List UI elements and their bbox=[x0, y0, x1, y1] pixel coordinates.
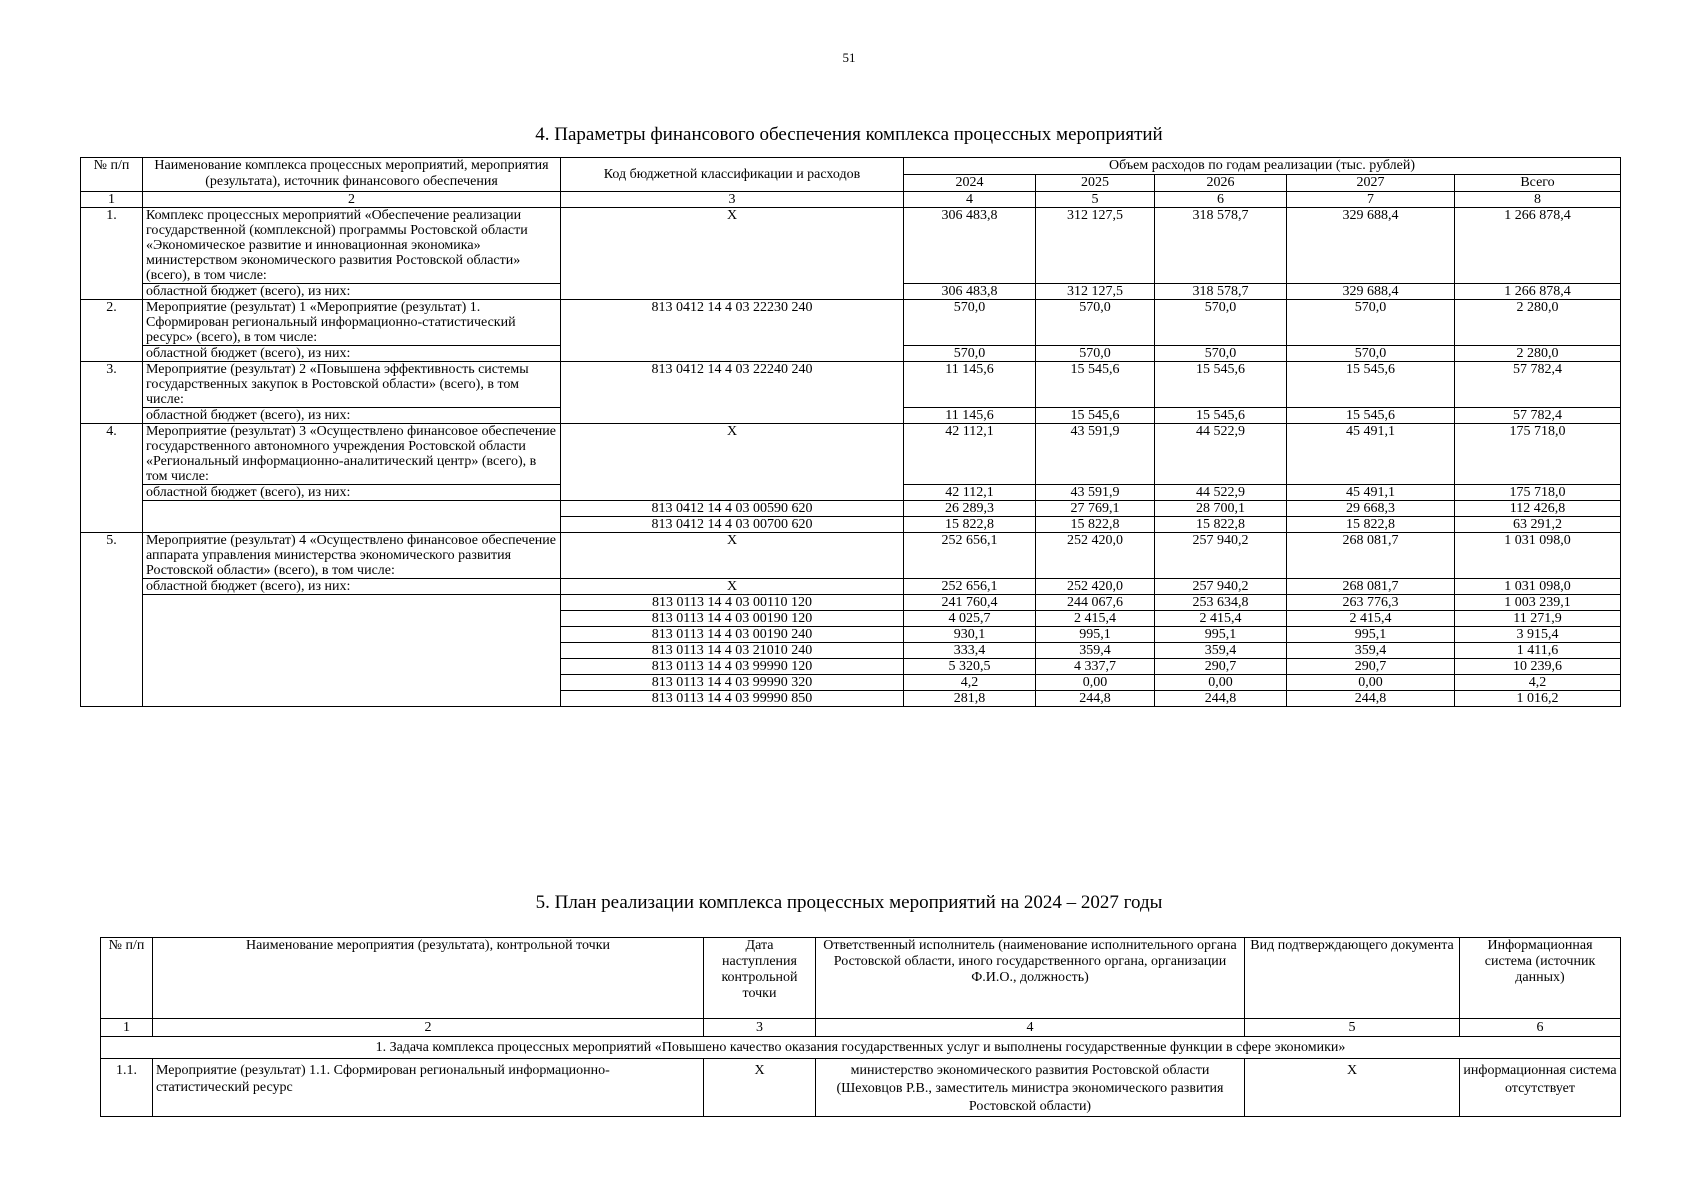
value-cell: 570,0 bbox=[1287, 300, 1455, 346]
row-sub-name: областной бюджет (всего), из них: bbox=[143, 346, 561, 362]
value-cell: 15 822,8 bbox=[904, 517, 1036, 533]
value-cell: 11 271,9 bbox=[1455, 611, 1621, 627]
table-row bbox=[81, 362, 1621, 408]
value-cell: 15 545,6 bbox=[1287, 408, 1455, 424]
table-row bbox=[81, 424, 1621, 485]
row-sub-name bbox=[143, 595, 561, 707]
row-code: X bbox=[561, 424, 904, 501]
value-cell: 995,1 bbox=[1155, 627, 1287, 643]
table-row bbox=[81, 300, 1621, 346]
colnum: 7 bbox=[1287, 192, 1455, 208]
colnum: 3 bbox=[704, 1019, 816, 1037]
row-sub-name: областной бюджет (всего), из них: bbox=[143, 408, 561, 424]
row-sub-name: областной бюджет (всего), из них: bbox=[143, 485, 561, 501]
row-code: X bbox=[561, 208, 904, 300]
value-cell: 359,4 bbox=[1155, 643, 1287, 659]
value-cell: 329 688,4 bbox=[1287, 284, 1455, 300]
row-no: 4. bbox=[81, 424, 143, 533]
value-cell: 241 760,4 bbox=[904, 595, 1036, 611]
colnum: 6 bbox=[1155, 192, 1287, 208]
value-cell: 570,0 bbox=[1287, 346, 1455, 362]
value-cell: 257 940,2 bbox=[1155, 533, 1287, 579]
value-cell: 15 545,6 bbox=[1155, 408, 1287, 424]
value-cell: 15 822,8 bbox=[1036, 517, 1155, 533]
value-cell: 45 491,1 bbox=[1287, 424, 1455, 485]
colnum: 4 bbox=[904, 192, 1036, 208]
header-total: Всего bbox=[1455, 175, 1621, 192]
value-cell: 26 289,3 bbox=[904, 501, 1036, 517]
value-cell: 11 145,6 bbox=[904, 362, 1036, 408]
header-2026: 2026 bbox=[1155, 175, 1287, 192]
value-cell: 63 291,2 bbox=[1455, 517, 1621, 533]
value-cell: 15 822,8 bbox=[1287, 517, 1455, 533]
value-cell: 44 522,9 bbox=[1155, 485, 1287, 501]
value-cell: 318 578,7 bbox=[1155, 208, 1287, 284]
value-cell: 570,0 bbox=[1155, 346, 1287, 362]
value-cell: 306 483,8 bbox=[904, 208, 1036, 284]
value-cell: 359,4 bbox=[1036, 643, 1155, 659]
plan-header-exec: Ответственный исполнитель (наименование исполнительного органа Ростовской области, иного государственного органа, организации Ф.И.О., должность) bbox=[816, 938, 1245, 1019]
value-cell: 252 656,1 bbox=[904, 579, 1036, 595]
value-cell: 45 491,1 bbox=[1287, 485, 1455, 501]
value-cell: 15 545,6 bbox=[1036, 408, 1155, 424]
value-cell: 290,7 bbox=[1287, 659, 1455, 675]
plan-header-date: Дата наступления контрольной точки bbox=[704, 938, 816, 1019]
value-cell: 43 591,9 bbox=[1036, 485, 1155, 501]
plan-header-doc: Вид подтверждающего документа bbox=[1245, 938, 1460, 1019]
value-cell: 329 688,4 bbox=[1287, 208, 1455, 284]
row-no: 2. bbox=[81, 300, 143, 362]
value-cell: 15 545,6 bbox=[1155, 362, 1287, 408]
value-cell: 15 545,6 bbox=[1036, 362, 1155, 408]
plan-row-info: информационная система отсутствует bbox=[1460, 1059, 1621, 1117]
header-2025: 2025 bbox=[1036, 175, 1155, 192]
value-cell: 4,2 bbox=[904, 675, 1036, 691]
value-cell: 263 776,3 bbox=[1287, 595, 1455, 611]
page-number: 51 bbox=[842, 50, 856, 65]
row-code: X bbox=[561, 579, 904, 595]
colnum: 2 bbox=[153, 1019, 704, 1037]
value-cell: 290,7 bbox=[1155, 659, 1287, 675]
row-code: 813 0113 14 4 03 21010 240 bbox=[561, 643, 904, 659]
plan-row-name: Мероприятие (результат) 1.1. Сформирован региональный информационно-статистический ресурс bbox=[153, 1059, 704, 1117]
value-cell: 3 915,4 bbox=[1455, 627, 1621, 643]
header-code: Код бюджетной классификации и расходов bbox=[561, 158, 904, 192]
row-code: 813 0412 14 4 03 00590 620 bbox=[561, 501, 904, 517]
colnum: 5 bbox=[1245, 1019, 1460, 1037]
value-cell: 244,8 bbox=[1155, 691, 1287, 707]
value-cell: 252 656,1 bbox=[904, 533, 1036, 579]
value-cell: 2 415,4 bbox=[1155, 611, 1287, 627]
value-cell: 1 411,6 bbox=[1455, 643, 1621, 659]
row-no: 3. bbox=[81, 362, 143, 424]
value-cell: 570,0 bbox=[904, 346, 1036, 362]
value-cell: 4 337,7 bbox=[1036, 659, 1155, 675]
value-cell: 11 145,6 bbox=[904, 408, 1036, 424]
value-cell: 253 634,8 bbox=[1155, 595, 1287, 611]
row-code: 813 0412 14 4 03 22230 240 bbox=[561, 300, 904, 362]
colnum: 3 bbox=[561, 192, 904, 208]
value-cell: 995,1 bbox=[1287, 627, 1455, 643]
value-cell: 27 769,1 bbox=[1036, 501, 1155, 517]
table-row bbox=[101, 1059, 1621, 1117]
row-name: Мероприятие (результат) 4 «Осуществлено финансовое обеспечение аппарата управления министерства экономического развития Ростовской области» (всего), в том числе: bbox=[143, 533, 561, 579]
row-code: 813 0113 14 4 03 99990 850 bbox=[561, 691, 904, 707]
table-row bbox=[81, 579, 1621, 595]
value-cell: 318 578,7 bbox=[1155, 284, 1287, 300]
table-row bbox=[81, 501, 1621, 517]
value-cell: 2 415,4 bbox=[1287, 611, 1455, 627]
value-cell: 312 127,5 bbox=[1036, 208, 1155, 284]
plan-row-exec: министерство экономического развития Ростовской области (Шеховцов Р.В., заместитель министра экономического развития Ростовской области) bbox=[816, 1059, 1245, 1117]
value-cell: 15 545,6 bbox=[1287, 362, 1455, 408]
value-cell: 0,00 bbox=[1155, 675, 1287, 691]
header-2024: 2024 bbox=[904, 175, 1036, 192]
plan-row-no: 1.1. bbox=[101, 1059, 153, 1117]
value-cell: 268 081,7 bbox=[1287, 579, 1455, 595]
header-no: № п/п bbox=[81, 158, 143, 192]
plan-row-doc: X bbox=[1245, 1059, 1460, 1117]
value-cell: 43 591,9 bbox=[1036, 424, 1155, 485]
value-cell: 570,0 bbox=[1036, 346, 1155, 362]
row-code: 813 0412 14 4 03 00700 620 bbox=[561, 517, 904, 533]
row-name: Мероприятие (результат) 2 «Повышена эффективность системы государственных закупок в Ростовской области» (всего), в том числе: bbox=[143, 362, 561, 408]
value-cell: 0,00 bbox=[1287, 675, 1455, 691]
value-cell: 57 782,4 bbox=[1455, 362, 1621, 408]
value-cell: 2 415,4 bbox=[1036, 611, 1155, 627]
row-no: 5. bbox=[81, 533, 143, 707]
table-row bbox=[81, 533, 1621, 579]
colnum: 4 bbox=[816, 1019, 1245, 1037]
row-sub-name bbox=[143, 501, 561, 533]
row-code: 813 0113 14 4 03 00190 120 bbox=[561, 611, 904, 627]
row-name: Мероприятие (результат) 3 «Осуществлено финансовое обеспечение государственного автономного учреждения Ростовской области «Региональный информационно-аналитический центр» (всего), в том числе: bbox=[143, 424, 561, 485]
plan-header-name: Наименование мероприятия (результата), контрольной точки bbox=[153, 938, 704, 1019]
value-cell: 57 782,4 bbox=[1455, 408, 1621, 424]
value-cell: 42 112,1 bbox=[904, 485, 1036, 501]
value-cell: 244,8 bbox=[1287, 691, 1455, 707]
colnum: 8 bbox=[1455, 192, 1621, 208]
value-cell: 1 003 239,1 bbox=[1455, 595, 1621, 611]
value-cell: 0,00 bbox=[1036, 675, 1155, 691]
value-cell: 44 522,9 bbox=[1155, 424, 1287, 485]
colnum: 6 bbox=[1460, 1019, 1621, 1037]
value-cell: 1 031 098,0 bbox=[1455, 579, 1621, 595]
header-2027: 2027 bbox=[1287, 175, 1455, 192]
section5-title: 5. План реализации комплекса процессных мероприятий на 2024 – 2027 годы bbox=[535, 892, 1163, 913]
plan-table bbox=[100, 937, 1621, 1117]
value-cell: 268 081,7 bbox=[1287, 533, 1455, 579]
value-cell: 281,8 bbox=[904, 691, 1036, 707]
colnum: 1 bbox=[81, 192, 143, 208]
row-code: X bbox=[561, 533, 904, 579]
row-code: 813 0113 14 4 03 99990 120 bbox=[561, 659, 904, 675]
plan-header-no: № п/п bbox=[101, 938, 153, 1019]
row-code: 813 0113 14 4 03 00110 120 bbox=[561, 595, 904, 611]
value-cell: 930,1 bbox=[904, 627, 1036, 643]
value-cell: 112 426,8 bbox=[1455, 501, 1621, 517]
row-name: Комплекс процессных мероприятий «Обеспечение реализации государственной (комплексной) программы Ростовской области «Экономическое развитие и инновационная экономика» министерством экономического развития Ростовской области» (всего), в том числе: bbox=[143, 208, 561, 284]
plan-header-info: Информационная система (источник данных) bbox=[1460, 938, 1621, 1019]
table-row bbox=[81, 208, 1621, 284]
value-cell: 10 239,6 bbox=[1455, 659, 1621, 675]
value-cell: 4,2 bbox=[1455, 675, 1621, 691]
row-sub-name: областной бюджет (всего), из них: bbox=[143, 579, 561, 595]
value-cell: 359,4 bbox=[1287, 643, 1455, 659]
value-cell: 1 266 878,4 bbox=[1455, 284, 1621, 300]
value-cell: 244 067,6 bbox=[1036, 595, 1155, 611]
value-cell: 1 031 098,0 bbox=[1455, 533, 1621, 579]
value-cell: 257 940,2 bbox=[1155, 579, 1287, 595]
value-cell: 5 320,5 bbox=[904, 659, 1036, 675]
value-cell: 175 718,0 bbox=[1455, 424, 1621, 485]
row-code: 813 0412 14 4 03 22240 240 bbox=[561, 362, 904, 424]
row-no: 1. bbox=[81, 208, 143, 300]
header-name: Наименование комплекса процессных мероприятий, мероприятия (результата), источник финансового обеспечения bbox=[143, 158, 561, 192]
section4-title: 4. Параметры финансового обеспечения комплекса процессных мероприятий bbox=[535, 124, 1163, 145]
value-cell: 28 700,1 bbox=[1155, 501, 1287, 517]
value-cell: 1 266 878,4 bbox=[1455, 208, 1621, 284]
value-cell: 29 668,3 bbox=[1287, 501, 1455, 517]
value-cell: 570,0 bbox=[904, 300, 1036, 346]
value-cell: 312 127,5 bbox=[1036, 284, 1155, 300]
value-cell: 175 718,0 bbox=[1455, 485, 1621, 501]
row-name: Мероприятие (результат) 1 «Мероприятие (результат) 1. Сформирован региональный информационно-статистический ресурс» (всего), в том числе: bbox=[143, 300, 561, 346]
value-cell: 4 025,7 bbox=[904, 611, 1036, 627]
row-code: 813 0113 14 4 03 99990 320 bbox=[561, 675, 904, 691]
plan-row-date: X bbox=[704, 1059, 816, 1117]
row-code: 813 0113 14 4 03 00190 240 bbox=[561, 627, 904, 643]
value-cell: 306 483,8 bbox=[904, 284, 1036, 300]
value-cell: 2 280,0 bbox=[1455, 346, 1621, 362]
colnum: 5 bbox=[1036, 192, 1155, 208]
value-cell: 1 016,2 bbox=[1455, 691, 1621, 707]
value-cell: 42 112,1 bbox=[904, 424, 1036, 485]
colnum: 1 bbox=[101, 1019, 153, 1037]
value-cell: 252 420,0 bbox=[1036, 533, 1155, 579]
value-cell: 570,0 bbox=[1155, 300, 1287, 346]
value-cell: 244,8 bbox=[1036, 691, 1155, 707]
value-cell: 570,0 bbox=[1036, 300, 1155, 346]
financing-table bbox=[80, 157, 1621, 707]
value-cell: 2 280,0 bbox=[1455, 300, 1621, 346]
value-cell: 333,4 bbox=[904, 643, 1036, 659]
row-sub-name: областной бюджет (всего), из них: bbox=[143, 284, 561, 300]
colnum: 2 bbox=[143, 192, 561, 208]
header-volume: Объем расходов по годам реализации (тыс. рублей) bbox=[904, 158, 1621, 175]
table-row bbox=[81, 595, 1621, 611]
task-heading: 1. Задача комплекса процессных мероприятий «Повышено качество оказания государственных услуг и выполнены государственные функции в сфере экономики» bbox=[101, 1037, 1621, 1059]
value-cell: 995,1 bbox=[1036, 627, 1155, 643]
value-cell: 252 420,0 bbox=[1036, 579, 1155, 595]
value-cell: 15 822,8 bbox=[1155, 517, 1287, 533]
